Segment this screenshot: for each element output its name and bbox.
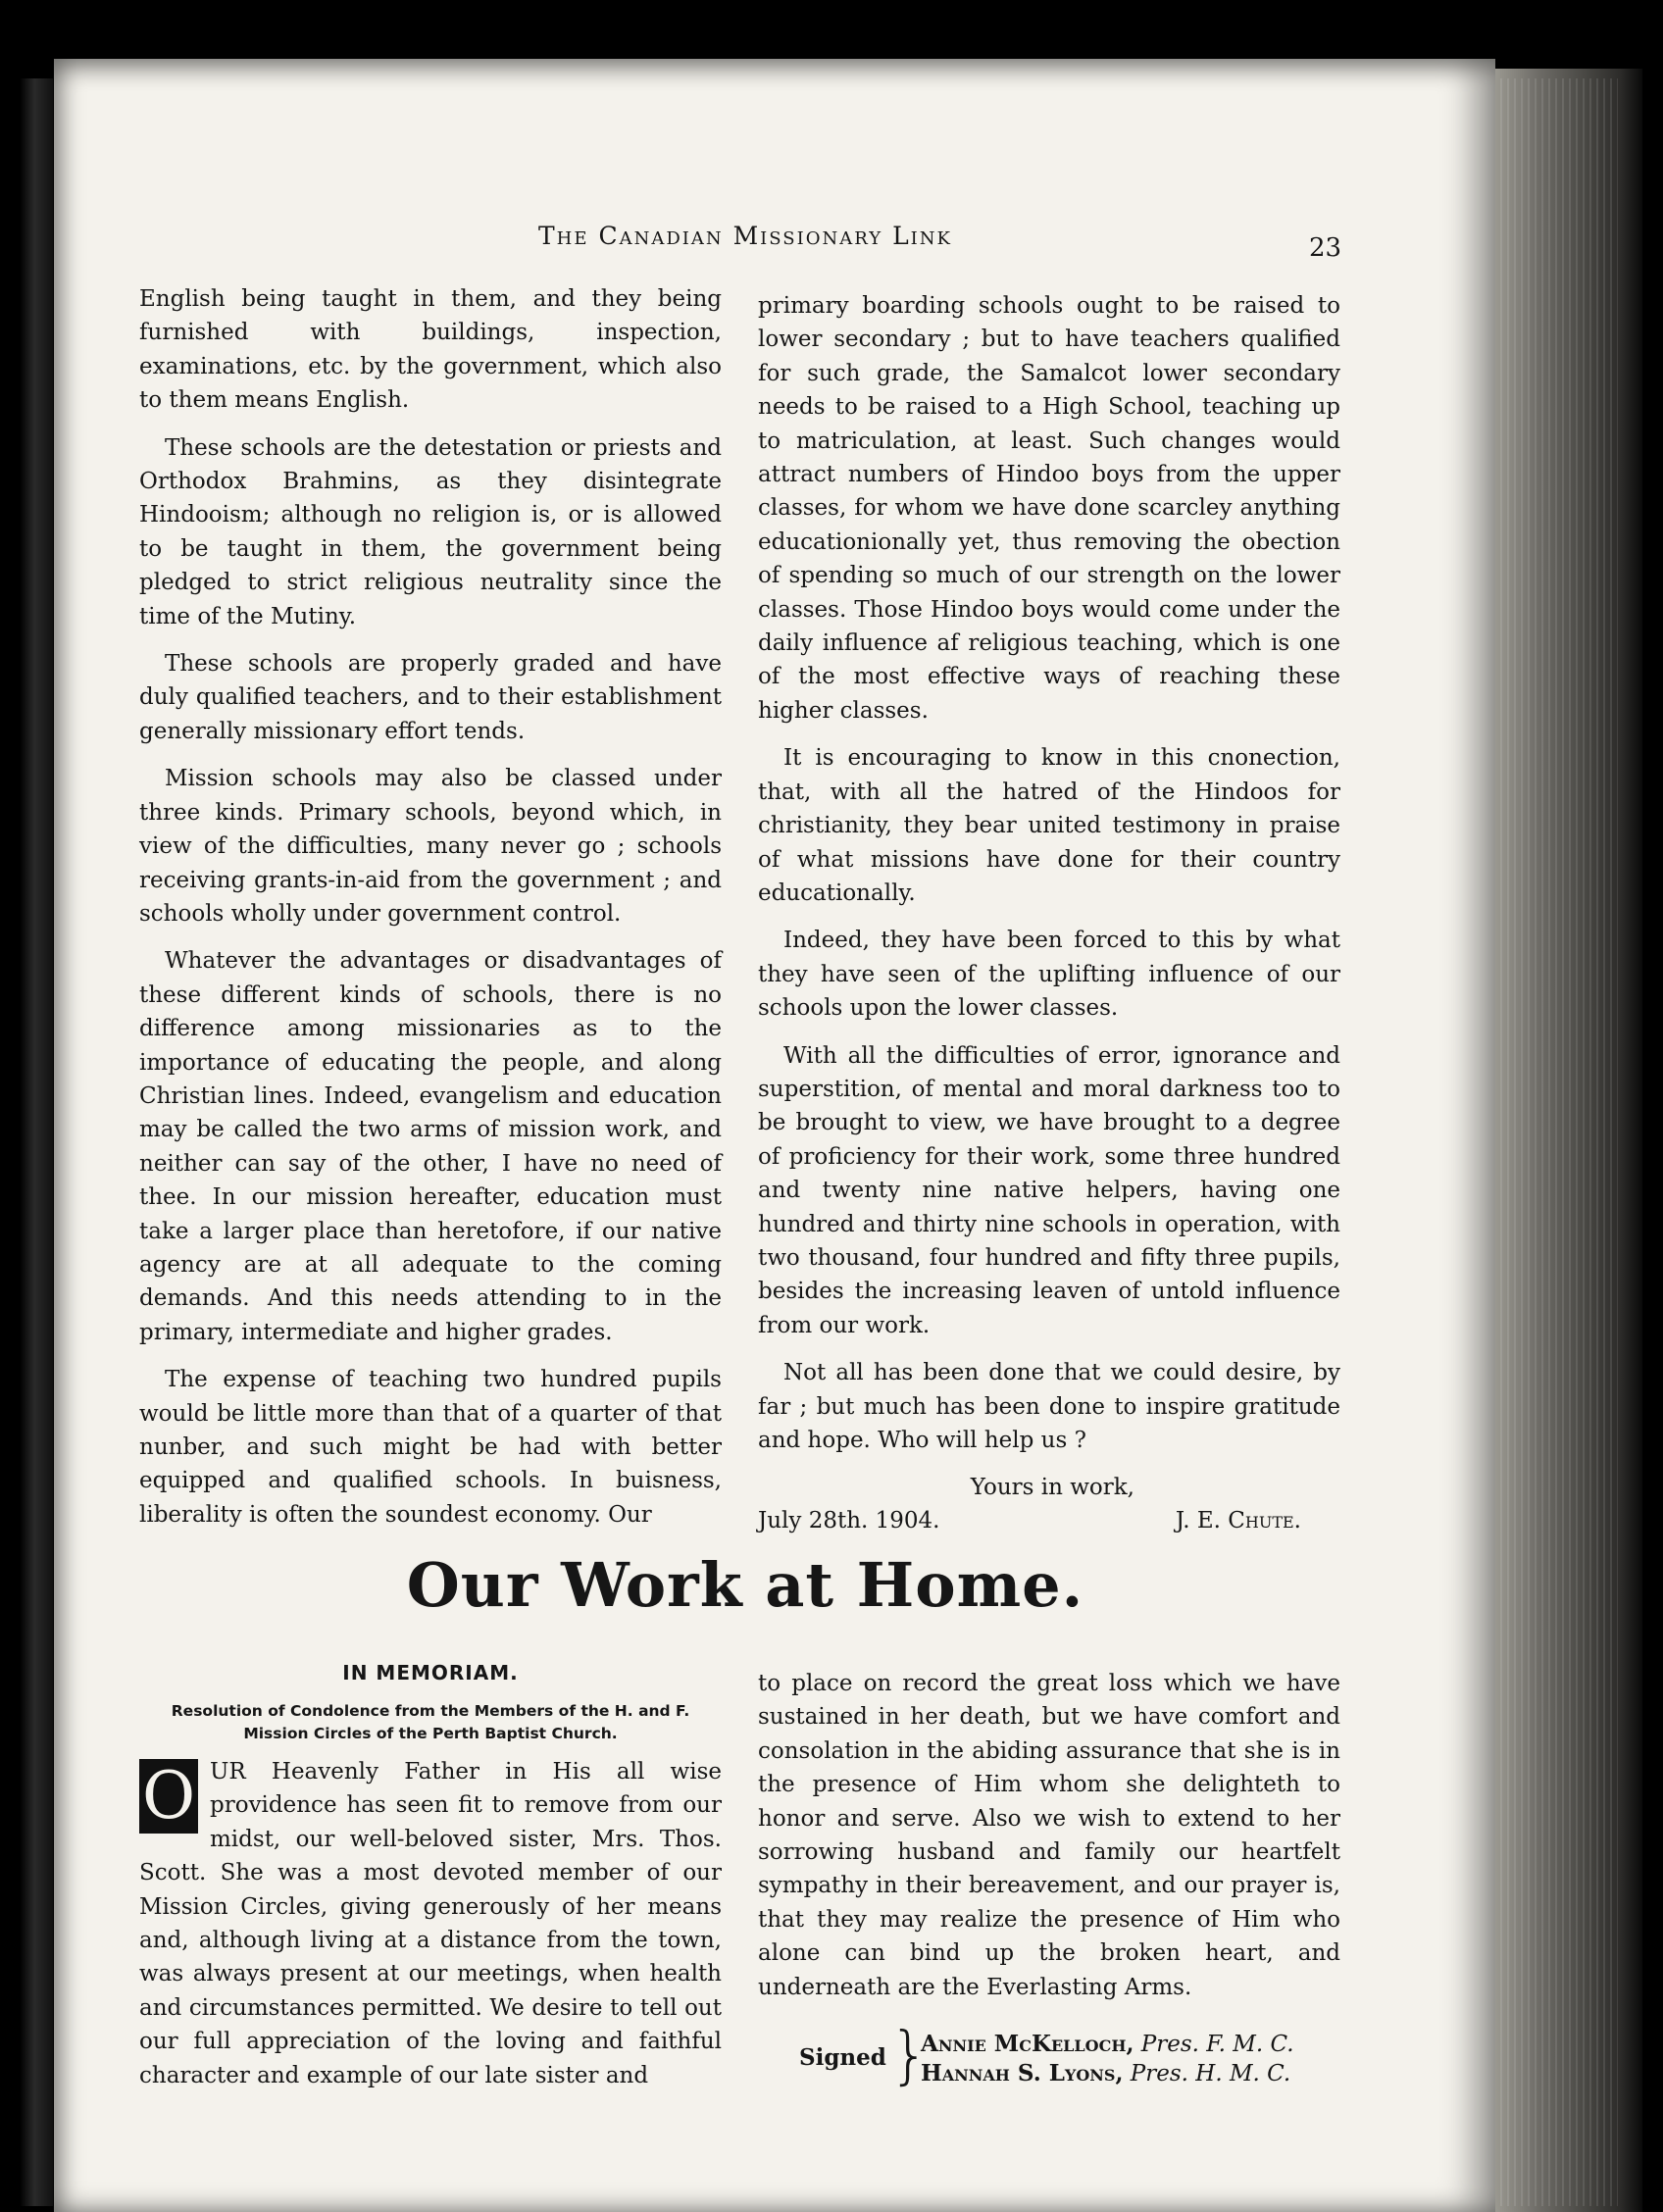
article-paragraph: With all the difficulties of error, ignorance and superstition, of mental and moral darkness too to be brought to view, we have brought to a degree of proficiency for their work, some three hundred and twenty nine native helpers, having one hundred and thirty nine schools in operation, with two thousand, four hundred and fifty three pupils, besides the increasing leaven of untold influence from our work. bbox=[758, 1042, 1340, 1338]
signatory-list bbox=[921, 2030, 1294, 2088]
letter-author: J. E. Chute. bbox=[1175, 1508, 1301, 1534]
article-paragraph: Mission schools may also be classed under three kinds. Primary schools, beyond which, in view of the difficulties, many never go ; schools receiving grants-in-aid from the government ; and schools wholly under government control. bbox=[139, 766, 722, 927]
signatory-title: Pres. F. M. C. bbox=[1140, 2032, 1294, 2057]
signatory bbox=[921, 2059, 1294, 2088]
signatory-name: Hannah S. Lyons, bbox=[921, 2060, 1124, 2086]
left-column-article bbox=[139, 282, 722, 1545]
book-binding-left bbox=[20, 78, 53, 2206]
letter-signoff bbox=[758, 1471, 1340, 1537]
article-paragraph: The expense of teaching two hundred pupils would be little more than that of a quarter of that nunber, and such might be had with better equipped and qualified schools. In buisness, liberality is often the soundest economy. Our bbox=[139, 1367, 722, 1528]
page-number: 23 bbox=[1309, 233, 1342, 263]
letter-date: July 28th. 1904. bbox=[758, 1508, 940, 1534]
brace-icon: } bbox=[889, 2020, 930, 2092]
article-paragraph: Indeed, they have been forced to this by what they have seen of the uplifting influence of our schools upon the lower classes. bbox=[758, 928, 1340, 1022]
running-header: The Canadian Missionary Link bbox=[538, 222, 952, 250]
memoriam-text-left: UR Heavenly Father in His all wise providence has seen fit to remove from our midst, our well-beloved sister, Mrs. Thos. Scott. She was a most devoted member of our Mission Circles, giving generously of her means and, although living at a distance from the town, was always present at our meetings, when health and circumstances permitted. We desire to tell out our full appreciation of the loving and faithful character and example of our late sister and bbox=[139, 1759, 722, 2088]
signed-label: Signed bbox=[799, 2044, 886, 2071]
memoriam-right-column bbox=[758, 1667, 1340, 2018]
memoriam-text-right: to place on record the great loss which we have sustained in her death, but we have comfort and consolation in the abiding assurance that she is in the presence of Him whom she delighteth to honor and serve. Also we wish to extend to her sorrowing husband and family our heartfelt sympathy in their bereavement, and our prayer is, that they may realize the presence of Him who alone can bind up the broken heart, and underneath are the Everlasting Arms. bbox=[758, 1671, 1340, 2000]
signatory-title: Pres. H. M. C. bbox=[1130, 2061, 1291, 2086]
article-paragraph: Not all has been done that we could desire, by far ; but much has been done to inspire gratitude and hope. Who will help us ? bbox=[758, 1360, 1340, 1453]
article-paragraph: These schools are the detestation or priests and Orthodox Brahmins, as they disintegrate Hindooism; although no religion is, or is allowed to be taught in them, the government being pledged to strict religious neutrality since the time of the Mutiny. bbox=[139, 434, 722, 629]
signatory bbox=[921, 2030, 1294, 2059]
page-stack-lines bbox=[1500, 78, 1618, 2206]
article-paragraph: English being taught in them, and they being furnished with buildings, inspection, examinations, etc. by the government, which also to them means English. bbox=[139, 286, 722, 414]
closing-line: Yours in work, bbox=[970, 1475, 1134, 1501]
drop-cap: O bbox=[139, 1759, 198, 1834]
dateline bbox=[758, 1504, 1340, 1537]
section-heading: Our Work at Home. bbox=[406, 1549, 1084, 1621]
signatory-name: Annie McKelloch, bbox=[921, 2031, 1134, 2057]
memoriam-subtitle: Resolution of Condolence from the Members of the H. and F. Mission Circles of the Perth Baptist Church. bbox=[171, 1702, 690, 1742]
right-column-article bbox=[758, 289, 1340, 1537]
memoriam-heading: IN MEMORIAM. bbox=[342, 1661, 519, 1684]
article-paragraph: primary boarding schools ought to be raised to lower secondary ; but to have teachers qualified for such grade, the Samalcot lower secondary needs to be raised to a High School, teaching up to matriculation, at least. Such changes would attract numbers of Hindoo boys from the upper classes, for whom we have done scarcley anything educationionally yet, thus removing the obection of spending so much of our strength on the lower classes. Those Hindoo boys would come under the daily influence af religious teaching, which is one of the most effective ways of reaching these higher classes. bbox=[758, 293, 1340, 724]
memoriam-left-column bbox=[139, 1755, 722, 2092]
article-paragraph: Whatever the advantages or disadvantages of these different kinds of schools, there is no difference among missionaries as to the importance of educating the people, and along Christian lines. Indeed, evangelism and education may be called the two arms of mission work, and neither can say of the other, I have no need of thee. In our mission hereafter, education must take a larger place than heretofore, if our native agency are at all adequate to the coming demands. And this needs attending to in the primary, intermediate and higher grades. bbox=[139, 948, 722, 1345]
article-paragraph: These schools are properly graded and have duly qualified teachers, and to their establishment generally missionary effort tends. bbox=[139, 651, 722, 744]
article-paragraph: It is encouraging to know in this cnonection, that, with all the hatred of the Hindoos for christianity, they bear united testimony in praise of what missions have done for their country educationally. bbox=[758, 745, 1340, 906]
signature-block bbox=[799, 2020, 1348, 2096]
